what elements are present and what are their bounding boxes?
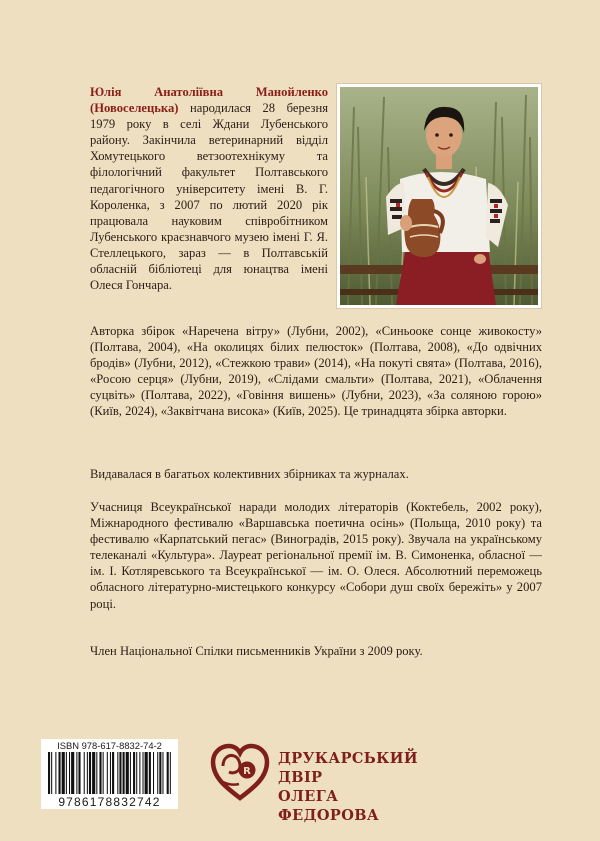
barcode-bar xyxy=(126,752,129,794)
barcode-bar xyxy=(69,752,70,794)
barcode-bar xyxy=(153,752,154,794)
barcode-bar xyxy=(145,752,148,794)
barcode-bar xyxy=(117,752,118,794)
achievements-paragraph: Учасниця Всеукраїнської наради молодих літераторів (Коктебель, 2002 року), Міжнародного фестивалю «Варшавська поетична осінь» (Польща, 2010 року) та фестивалю «Карпатський пегас» (Виноградів, 2015 року). Звучала на українському телеканалі «Культура». Лауреат регіональної премії ім. В. Симоненка, обласної — ім. І. Котляревського та Всеукраїнської — ім. О. Олеся. Абсолютний переможець обласного літературно-мистецького конкурсу «Собори душ своїх бережіть» у 2007 році. xyxy=(90,500,542,611)
barcode-bar xyxy=(119,752,121,794)
union-membership-paragraph: Член Національної Спілки письменників України з 2009 року. xyxy=(90,644,423,658)
isbn-label: ISBN 978-617-8832-74-2 xyxy=(57,740,162,751)
barcode-bar xyxy=(170,752,171,794)
barcode-bar xyxy=(71,752,74,794)
barcode-bar xyxy=(107,752,108,794)
barcode-bar xyxy=(130,752,131,794)
author-photo xyxy=(337,84,541,308)
barcode-bar xyxy=(143,752,144,794)
barcode-bar xyxy=(84,752,85,794)
barcode-bar xyxy=(89,752,91,794)
barcode-bar xyxy=(136,752,137,794)
barcode-bar xyxy=(96,752,97,794)
publisher-name xyxy=(278,749,428,825)
barcode-bar xyxy=(112,752,114,794)
barcode-bar xyxy=(149,752,151,794)
barcode-bar xyxy=(133,752,135,794)
barcode-bar xyxy=(62,752,65,794)
publisher-name-line1: ДРУКАРСЬКИЙ ДВІР xyxy=(278,750,418,786)
publisher-logo-letter: R xyxy=(243,766,251,777)
barcode-bar xyxy=(51,752,52,794)
author-name: Юлія Анатоліївна Манойленко (Новоселецька) xyxy=(90,85,328,116)
barcode-bars xyxy=(48,752,171,794)
barcode-bar xyxy=(110,752,111,794)
isbn-barcode xyxy=(41,739,178,809)
barcode-bar xyxy=(157,752,158,794)
barcode-bar xyxy=(162,752,163,794)
barcode-bar xyxy=(66,752,67,794)
author-bio xyxy=(90,84,328,293)
author-photo-image xyxy=(340,87,538,305)
barcode-bar xyxy=(123,752,125,794)
barcode-bar xyxy=(55,752,56,794)
barcode-bar xyxy=(59,752,61,794)
barcode-bar xyxy=(78,752,80,794)
barcode-bar xyxy=(139,752,140,794)
author-bio-text: народилася 28 березня 1979 року в селі Ждани Лубенського району. Закінчила ветеринарний відділ Хомутецького ветзоотехнікуму та філологічний факультет Полтавського педагогічного університету імені В. Г. Короленка, з 2007 по лютий 2020 рік працювала науковим співробітником Лубенського краєзнавчого музею імені Г. Я. Стеллецького, зараз — в Полтавській обласній бібліотеці для юнацтва імені Олеся Гончара. xyxy=(90,101,328,293)
publisher-name-line2: ОЛЕГА ФЕДОРОВА xyxy=(278,788,380,824)
barcode-digits: 9786178832742 xyxy=(58,795,161,809)
barcode-bar xyxy=(99,752,101,794)
barcode-bar xyxy=(48,752,50,794)
collections-paragraph: Авторка збірок «Наречена вітру» (Лубни, 2002), «Синьооке сонце живокосту» (Полтава, 2004), «На околицях білих пелюсток» (Полтава, 2008), «До одвічних бродів» (Лубни, 2012), «Стежкою трави» (2014), «На покуті свята» (Полтава, 2016), «Росою серця» (Лубни, 2019), «Слідами смальти» (Полтава, 2021), «Облачення суцвіть» (Полтава, 2022), «Говіння вишень» (Лубни, 2023), «За соляною горою» (Київ, 2024), «Заквітчана висока» (Київ, 2025). Це тринадцята збірка авторки. xyxy=(90,324,542,419)
barcode-bar xyxy=(159,752,161,794)
barcode-bar xyxy=(167,752,169,794)
publisher-logo xyxy=(209,742,271,802)
barcode-bar xyxy=(76,752,77,794)
barcode-bar xyxy=(87,752,88,794)
publications-paragraph: Видавалася в багатьох колективних збірниках та журналах. xyxy=(90,467,409,481)
barcode-bar xyxy=(103,752,104,794)
barcode-bar xyxy=(92,752,95,794)
